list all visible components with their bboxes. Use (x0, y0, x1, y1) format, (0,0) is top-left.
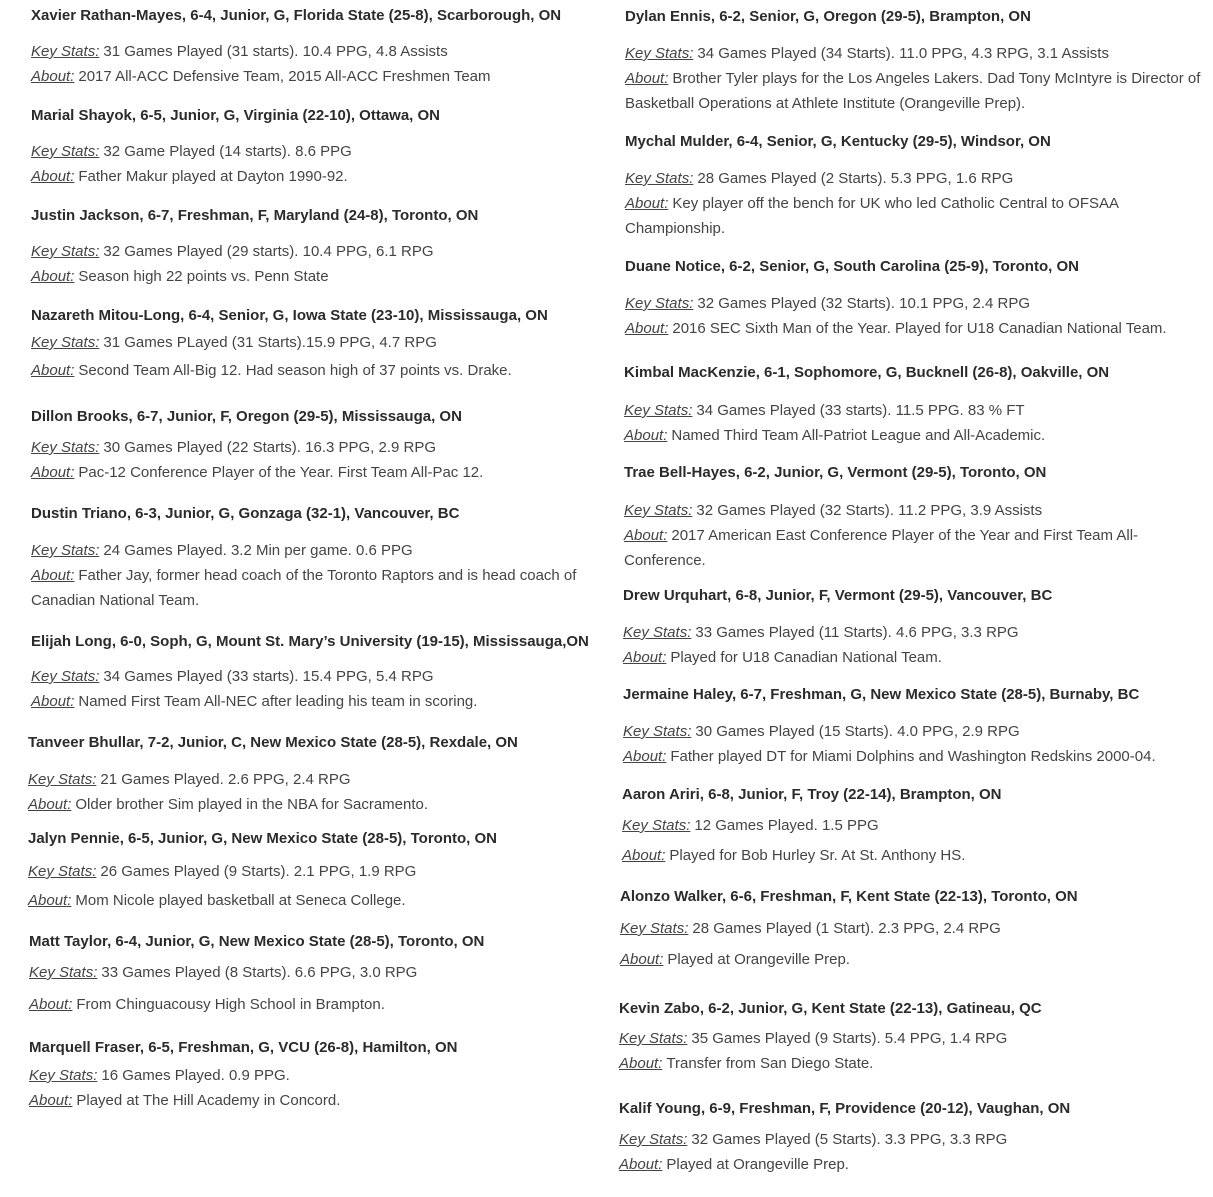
key-stats-label: Key Stats: (623, 624, 692, 641)
about-value: Mom Nicole played basketball at Seneca College. (75, 892, 406, 909)
about-value: Transfer from San Diego State. (666, 1055, 874, 1072)
key-stats-label: Key Stats: (31, 43, 100, 60)
key-stats-value: 33 Games Played (8 Starts). 6.6 PPG, 3.0 RPG (101, 964, 418, 981)
about-label: About: (623, 649, 667, 666)
key-stats-value: 34 Games Played (33 starts). 11.5 PPG. 83 % FT (696, 402, 1025, 419)
key-stats-value: 31 Games Played (31 starts). 10.4 PPG, 4.8 Assists (103, 43, 448, 60)
about-label: About: (31, 567, 75, 584)
about-line (623, 645, 1213, 670)
key-stats-line (619, 1127, 1213, 1152)
player-name: Trae Bell-Hayes, 6-2, Junior, G, Vermont (29-5), Toronto, ON (624, 464, 1047, 481)
key-stats-line (28, 767, 628, 792)
player-name: Xavier Rathan-Mayes, 6-4, Junior, G, Florida State (25-8), Scarborough, ON (31, 7, 562, 24)
player-entry (623, 685, 1213, 769)
about-line (28, 888, 628, 913)
key-stats-value: 30 Games Played (15 Starts). 4.0 PPG, 2.9 RPG (695, 723, 1020, 740)
key-stats-label: Key Stats: (619, 1030, 688, 1047)
about-line (625, 66, 1213, 116)
player-entry (620, 887, 1213, 972)
player-name: Duane Notice, 6-2, Senior, G, South Carolina (25-9), Toronto, ON (625, 258, 1079, 275)
key-stats-line (624, 498, 1184, 523)
player-name: Jalyn Pennie, 6-5, Junior, G, New Mexico State (28-5), Toronto, ON (28, 830, 497, 847)
about-line (619, 1152, 1213, 1177)
about-label: About: (623, 748, 667, 765)
key-stats-line (31, 239, 631, 264)
about-line (625, 191, 1185, 241)
about-label: About: (31, 464, 75, 481)
key-stats-label: Key Stats: (31, 243, 100, 260)
about-value: 2017 American East Conference Player of the Year and First Team All-Conference. (624, 527, 1139, 569)
about-line (31, 460, 631, 485)
key-stats-value: 21 Games Played. 2.6 PPG, 2.4 RPG (100, 771, 351, 788)
about-line (31, 358, 631, 383)
player-name: Kevin Zabo, 6-2, Junior, G, Kent State (22-13), Gatineau, QC (619, 1000, 1042, 1017)
player-entry (625, 132, 1185, 241)
player-entry (619, 1099, 1213, 1177)
player-name: Drew Urquhart, 6-8, Junior, F, Vermont (29-5), Vancouver, BC (623, 587, 1053, 604)
about-value: Played for Bob Hurley Sr. At St. Anthony HS. (669, 847, 966, 864)
player-entry (31, 206, 631, 289)
player-entry (31, 306, 631, 383)
player-entry (29, 1038, 629, 1113)
player-name: Matt Taylor, 6-4, Junior, G, New Mexico State (28-5), Toronto, ON (29, 933, 485, 950)
key-stats-value: 24 Games Played. 3.2 Min per game. 0.6 PPG (103, 542, 413, 559)
about-value: Season high 22 points vs. Penn State (78, 268, 329, 285)
key-stats-line (31, 330, 631, 355)
player-name: Elijah Long, 6-0, Soph, G, Mount St. Mary’s University (19-15), Mississauga,ON (31, 633, 589, 650)
about-value: 2017 All-ACC Defensive Team, 2015 All-ACC Freshmen Team (78, 68, 491, 85)
key-stats-line (31, 39, 631, 64)
player-entry (625, 7, 1213, 116)
key-stats-label: Key Stats: (620, 920, 689, 937)
key-stats-value: 32 Games Played (32 Starts). 11.2 PPG, 3.9 Assists (696, 502, 1043, 519)
player-entry (31, 407, 631, 485)
key-stats-line (624, 398, 1213, 423)
about-line (623, 744, 1213, 769)
key-stats-line (625, 166, 1185, 191)
about-value: Key player off the bench for UK who led Catholic Central to OFSAA Championship. (625, 195, 1119, 237)
key-stats-line (28, 859, 628, 884)
key-stats-label: Key Stats: (31, 143, 100, 160)
key-stats-line (29, 960, 629, 985)
key-stats-value: 28 Games Played (2 Starts). 5.3 PPG, 1.6 RPG (697, 170, 1014, 187)
about-value: Played at Orangeville Prep. (666, 1156, 849, 1173)
about-label: About: (624, 527, 668, 544)
about-label: About: (31, 68, 75, 85)
about-line (31, 164, 631, 189)
player-name: Tanveer Bhullar, 7-2, Junior, C, New Mexico State (28-5), Rexdale, ON (28, 734, 518, 751)
key-stats-label: Key Stats: (29, 964, 98, 981)
about-line (31, 689, 631, 714)
key-stats-line (623, 719, 1213, 744)
about-line (624, 523, 1184, 573)
key-stats-label: Key Stats: (28, 771, 97, 788)
key-stats-value: 28 Games Played (1 Start). 2.3 PPG, 2.4 RPG (692, 920, 1001, 937)
key-stats-line (31, 435, 631, 460)
player-entry (28, 733, 628, 817)
player-entry (31, 106, 631, 189)
about-line (31, 64, 631, 89)
about-value: Played at Orangeville Prep. (667, 951, 850, 968)
key-stats-line (625, 291, 1213, 316)
about-value: Named First Team All-NEC after leading his team in scoring. (78, 693, 478, 710)
player-entry (619, 999, 1213, 1076)
about-value: Second Team All-Big 12. Had season high of 37 points vs. Drake. (78, 362, 512, 379)
about-value: 2016 SEC Sixth Man of the Year. Played for U18 Canadian National Team. (672, 320, 1167, 337)
key-stats-value: 33 Games Played (11 Starts). 4.6 PPG, 3.3 RPG (695, 624, 1019, 641)
about-label: About: (29, 996, 73, 1013)
about-line (625, 316, 1213, 341)
key-stats-label: Key Stats: (622, 817, 691, 834)
player-entry (622, 785, 1213, 868)
player-name: Aaron Ariri, 6-8, Junior, F, Troy (22-14), Brampton, ON (622, 786, 1002, 803)
player-entry (29, 932, 629, 1017)
key-stats-label: Key Stats: (623, 723, 692, 740)
key-stats-value: 34 Games Played (33 starts). 15.4 PPG, 5.4 RPG (103, 668, 434, 685)
about-label: About: (625, 70, 669, 87)
player-entry (625, 257, 1213, 341)
player-name: Dylan Ennis, 6-2, Senior, G, Oregon (29-5), Brampton, ON (625, 8, 1031, 25)
key-stats-value: 30 Games Played (22 Starts). 16.3 PPG, 2.9 RPG (103, 439, 437, 456)
about-line (622, 843, 1213, 868)
key-stats-label: Key Stats: (31, 334, 100, 351)
about-value: From Chinguacousy High School in Brampton. (76, 996, 385, 1013)
key-stats-label: Key Stats: (31, 542, 100, 559)
about-line (619, 1051, 1213, 1076)
key-stats-value: 32 Games Played (32 Starts). 10.1 PPG, 2.4 RPG (697, 295, 1031, 312)
key-stats-label: Key Stats: (31, 439, 100, 456)
about-value: Father Jay, former head coach of the Toronto Raptors and is head coach of Canadian National Team. (31, 567, 577, 609)
player-name: Mychal Mulder, 6-4, Senior, G, Kentucky (29-5), Windsor, ON (625, 133, 1051, 150)
about-value: Played for U18 Canadian National Team. (670, 649, 942, 666)
key-stats-label: Key Stats: (28, 863, 97, 880)
player-name: Kimbal MacKenzie, 6-1, Sophomore, G, Bucknell (26-8), Oakville, ON (624, 364, 1110, 381)
key-stats-line (620, 916, 1213, 941)
key-stats-label: Key Stats: (31, 668, 100, 685)
player-entry (31, 504, 596, 613)
key-stats-value: 34 Games Played (34 Starts). 11.0 PPG, 4.3 RPG, 3.1 Assists (697, 45, 1109, 62)
about-value: Father Makur played at Dayton 1990-92. (78, 168, 348, 185)
about-value: Named Third Team All-Patriot League and All-Academic. (671, 427, 1046, 444)
about-line (31, 563, 596, 613)
player-name: Dustin Triano, 6-3, Junior, G, Gonzaga (32-1), Vancouver, BC (31, 505, 460, 522)
about-line (624, 423, 1213, 448)
about-line (31, 264, 631, 289)
player-entry (624, 463, 1184, 573)
player-entry (31, 6, 631, 89)
key-stats-line (625, 41, 1213, 66)
about-line (28, 792, 628, 817)
key-stats-label: Key Stats: (625, 170, 694, 187)
key-stats-line (623, 620, 1213, 645)
key-stats-value: 12 Games Played. 1.5 PPG (694, 817, 879, 834)
about-value: Played at The Hill Academy in Concord. (76, 1092, 341, 1109)
player-entry (31, 632, 631, 714)
key-stats-label: Key Stats: (29, 1067, 98, 1084)
about-value: Older brother Sim played in the NBA for Sacramento. (75, 796, 429, 813)
key-stats-value: 26 Games Played (9 Starts). 2.1 PPG, 1.9 RPG (100, 863, 417, 880)
about-label: About: (29, 1092, 73, 1109)
key-stats-label: Key Stats: (624, 502, 693, 519)
player-entry (623, 586, 1213, 670)
about-line (29, 1088, 629, 1113)
key-stats-label: Key Stats: (619, 1131, 688, 1148)
player-name: Jermaine Haley, 6-7, Freshman, G, New Mexico State (28-5), Burnaby, BC (623, 686, 1140, 703)
about-label: About: (619, 1156, 663, 1173)
key-stats-label: Key Stats: (625, 45, 694, 62)
key-stats-value: 35 Games Played (9 Starts). 5.4 PPG, 1.4 RPG (691, 1030, 1008, 1047)
about-label: About: (28, 796, 72, 813)
about-value: Pac-12 Conference Player of the Year. First Team All-Pac 12. (78, 464, 484, 481)
player-name: Alonzo Walker, 6-6, Freshman, F, Kent State (22-13), Toronto, ON (620, 888, 1078, 905)
key-stats-line (31, 139, 631, 164)
key-stats-value: 32 Games Played (29 starts). 10.4 PPG, 6.1 RPG (103, 243, 434, 260)
player-name: Marial Shayok, 6-5, Junior, G, Virginia (22-10), Ottawa, ON (31, 107, 441, 124)
key-stats-label: Key Stats: (625, 295, 694, 312)
about-value: Father played DT for Miami Dolphins and Washington Redskins 2000-04. (670, 748, 1156, 765)
about-label: About: (31, 362, 75, 379)
key-stats-line (29, 1063, 629, 1088)
key-stats-line (31, 664, 631, 689)
about-label: About: (31, 168, 75, 185)
player-entry (28, 829, 628, 913)
key-stats-value: 32 Game Played (14 starts). 8.6 PPG (103, 143, 352, 160)
player-name: Marquell Fraser, 6-5, Freshman, G, VCU (26-8), Hamilton, ON (29, 1039, 458, 1056)
about-label: About: (28, 892, 72, 909)
about-label: About: (625, 195, 669, 212)
key-stats-line (31, 538, 596, 563)
about-label: About: (619, 1055, 663, 1072)
player-entry (624, 363, 1213, 448)
player-name: Kalif Young, 6-9, Freshman, F, Providence (20-12), Vaughan, ON (619, 1100, 1071, 1117)
player-name: Justin Jackson, 6-7, Freshman, F, Maryland (24-8), Toronto, ON (31, 207, 479, 224)
key-stats-value: 16 Games Played. 0.9 PPG. (101, 1067, 290, 1084)
about-label: About: (620, 951, 664, 968)
player-name: Dillon Brooks, 6-7, Junior, F, Oregon (29-5), Mississauga, ON (31, 408, 462, 425)
about-label: About: (31, 268, 75, 285)
about-label: About: (624, 427, 668, 444)
key-stats-line (619, 1026, 1213, 1051)
key-stats-line (622, 813, 1213, 838)
about-label: About: (625, 320, 669, 337)
key-stats-label: Key Stats: (624, 402, 693, 419)
key-stats-value: 31 Games PLayed (31 Starts).15.9 PPG, 4.7 RPG (103, 334, 437, 351)
about-label: About: (622, 847, 666, 864)
about-value: Brother Tyler plays for the Los Angeles Lakers. Dad Tony McIntyre is Director of Basketball Operations at Athlete Institute (Orangeville Prep). (625, 70, 1201, 112)
player-name: Nazareth Mitou-Long, 6-4, Senior, G, Iowa State (23-10), Mississauga, ON (31, 307, 548, 324)
about-line (620, 947, 1213, 972)
key-stats-value: 32 Games Played (5 Starts). 3.3 PPG, 3.3 RPG (691, 1131, 1008, 1148)
about-label: About: (31, 693, 75, 710)
about-line (29, 992, 629, 1017)
